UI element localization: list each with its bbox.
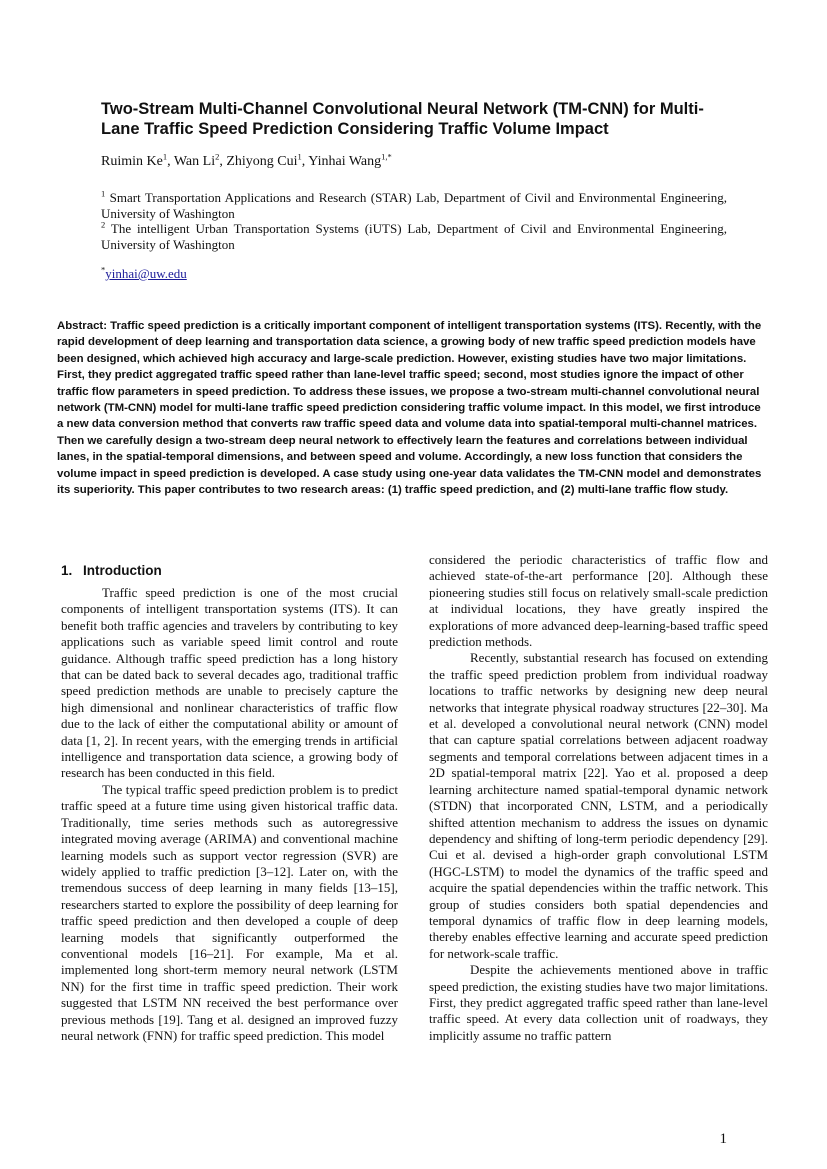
body-paragraph: Recently, substantial research has focused on extending the traffic speed prediction problem from individual roadway locations to traffic networks by designing new deep neural networks that integrate physical roadway structures [22–30]. Ma et al. developed a convolutional neural network (CNN) model that can capture spatial correlations between adjacent roadway segments and temporal correlations between adjacent times in a 2D spatial-temporal matrix [22]. Yao et al. proposed a deep learning architecture named spatial-temporal dynamic network (STDN) that incorporated CNN, LSTM, and a periodically shifted attention mechanism to address the issues on dynamic dependency and shifting of long-term periodic dependency [29]. Cui et al. devised a high-order graph convolutional LSTM (HGC-LSTM) to model the dynamics of the traffic speed and acquire the spatial dependencies within the traffic network. This group of studies considers both spatial dependencies and temporal dynamics of traffic flow in deep learning models, thereby enables effective learning and accurate speed prediction for network-scale traffic. (429, 650, 768, 961)
right-column (429, 552, 768, 1044)
affiliation (101, 221, 727, 253)
author-affil-marker: 2 (215, 151, 220, 162)
author-name: Zhiyong Cui (226, 154, 298, 169)
affiliation-text: The intelligent Urban Transportation Systems (iUTS) Lab, Department of Civil and Environmental Engineering, University of Washington (101, 221, 727, 252)
author-name: Yinhai Wang (308, 154, 382, 169)
page-number: 1 (719, 1131, 727, 1147)
section-heading (61, 563, 398, 579)
body-paragraph: considered the periodic characteristics of traffic flow and achieved state-of-the-art performance [20]. Although these pioneering studies still focus on relatively small-scale prediction at individual locations, they have greatly inspired the explorations of more advanced deep-learning-based traffic speed prediction methods. (429, 552, 768, 650)
corresponding-marker: * (101, 264, 106, 275)
author-list: Ruimin Ke$^1$, Wan Li$^2$, Zhiyong Cui$^1$, Yinhai Wang$^{1,*}$ (101, 151, 392, 169)
body-paragraph: Despite the achievements mentioned above in traffic speed prediction, the existing studies have two major limitations. First, they predict aggregated traffic speed rather than lane-level traffic speed. At every data collection unit of roadways, they implicitly assume no traffic pattern (429, 962, 768, 1043)
affiliation-marker: 1 (101, 188, 106, 199)
author-name: Wan Li (173, 154, 216, 169)
paper-title: Two-Stream Multi-Channel Convolutional Neural Network (TM-CNN) for Multi-Lane Traffic Speed Prediction Considering Traffic Volume Impact (101, 100, 704, 138)
corresponding-email (101, 266, 187, 282)
abstract: Abstract: Traffic speed prediction is a critically important component of intelligent transportation systems (ITS). Recently, with the rapid development of deep learning and transportation data science, a growing body of new traffic speed prediction models have been designed, which achieved high accuracy and large-scale prediction. However, existing studies have two major limitations. First, they predict aggregated traffic speed rather than lane-level traffic speed; second, most studies ignore the impact of other traffic flow parameters in speed prediction. To address these issues, we propose a two-stream multi-channel convolutional neural network (TM-CNN) model for multi-lane traffic speed prediction considering traffic volume impact. In this model, we first introduce a new data conversion method that converts raw traffic speed data and volume data into spatial-temporal multi-channel matrices. Then we carefully design a two-stream deep neural network to effectively learn the features and correlations between individual lanes, in the spatial-temporal dimensions, and between speed and volume. Accordingly, a new loss function that considers the volume impact in speed prediction is developed. A case study using one-year data validates the TM-CNN model and demonstrates its superiority. This paper contributes to two research areas: (1) traffic speed prediction, and (2) multi-lane traffic flow study. (57, 320, 762, 497)
affiliation (101, 190, 727, 222)
author-affil-marker: 1,* (381, 151, 392, 162)
body-paragraph: Traffic speed prediction is one of the most crucial components of intelligent transportation systems (ITS). It can benefit both traffic agencies and travelers by contributing to key applications such as variable speed limit control and route guidance. Although traffic speed prediction has a long history that can be dated back to several decades ago, traditional traffic speed prediction methods are unable to precisely capture the high dimensional and nonlinear characteristics of traffic flow due to the lack of either the computational ability or amount of data [1, 2]. In recent years, with the emerging trends in artificial intelligence and transportation data science, a growing body of research has been conducted in this field. (61, 585, 398, 781)
body-paragraph: The typical traffic speed prediction problem is to predict traffic speed at a future time using given historical traffic data. Traditionally, time series methods such as autoregressive integrated moving average (ARIMA) and conventional machine learning models such as support vector regression (SVR) are widely applied to traffic prediction [3–12]. Later on, with the tremendous success of deep learning in many fields [13–15], researchers started to explore the possibility of deep learning for traffic speed prediction and then developed a couple of deep learning models that significantly outperformed the conventional models [16–21]. For example, Ma et al. implemented long short-term memory neural network (LSTM NN) for the first time in traffic speed prediction. Their work suggested that LSTM NN received the best performance over previous methods [19]. Tang et al. designed an improved fuzzy neural network (FNN) for traffic speed prediction. This model (61, 781, 398, 1043)
section-title: Introduction (83, 563, 162, 578)
author-name: Ruimin Ke (101, 154, 163, 169)
affiliation-text: Smart Transportation Applications and Research (STAR) Lab, Department of Civil and Environmental Engineering, University of Washington (101, 190, 728, 221)
email-link[interactable]: yinhai@uw.edu (105, 266, 187, 281)
affiliation-marker: 2 (101, 219, 106, 230)
section-number: 1. (61, 563, 73, 578)
author-affil-marker: 1 (162, 151, 168, 162)
left-column (61, 552, 398, 1044)
author-affil-marker: 1 (297, 151, 302, 162)
